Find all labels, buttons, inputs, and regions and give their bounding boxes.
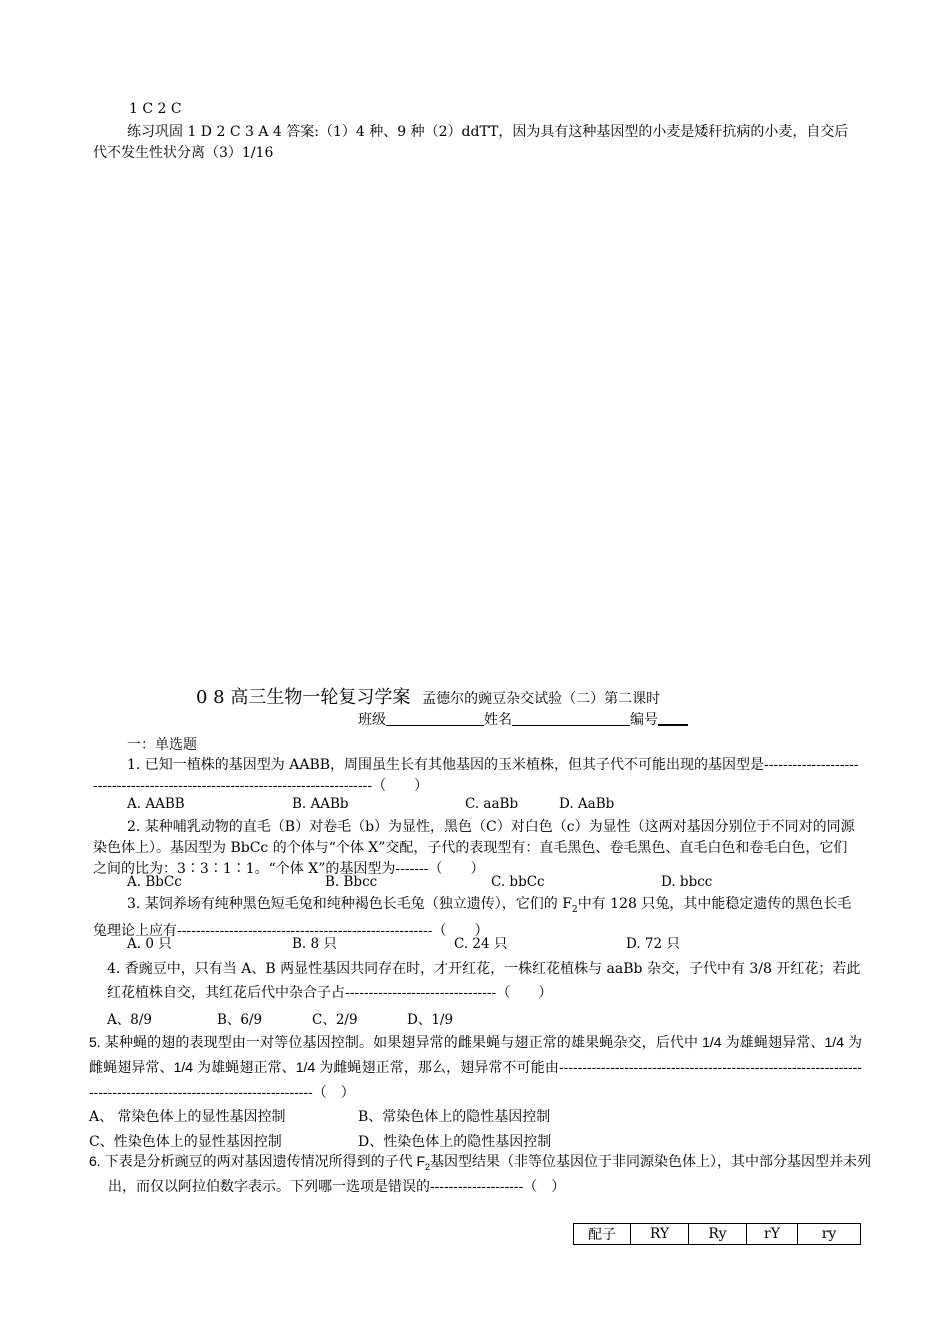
question-1-stem: 1. 已知一植株的基因型为 AABB，周围虽生长有其他基因的玉米植株，但其子代不可能出现的基因型是-------------------------------------------------------------------------------（ ） (93, 757, 859, 794)
q4-option-a[interactable]: A、8/9 (107, 1012, 152, 1028)
q2-option-d[interactable]: D. bbcc (661, 874, 713, 890)
q6-stem-part-2: 基因型结果（非等位基因位于非同源染色体上），其中部分基因型并未列出，而仅以阿拉伯数字表示。下列哪一选项是错误的--------------------（ ） (108, 1153, 872, 1194)
name-blank[interactable] (512, 710, 630, 726)
table-header-cell: ry (798, 1224, 861, 1245)
q3-option-b[interactable]: B. 8 只 (292, 936, 337, 952)
q1-option-d[interactable]: D. AaBb (559, 796, 615, 812)
student-info-line (358, 709, 688, 729)
q5-option-d[interactable]: D、性染色体上的隐性基因控制 (358, 1134, 552, 1150)
number-label: 编号 (630, 712, 658, 728)
section-title: 一：单选题 (127, 737, 197, 753)
q3-option-c[interactable]: C. 24 只 (454, 936, 508, 952)
q6-subscript: 2 (425, 1161, 431, 1172)
gamete-table (573, 1223, 861, 1245)
q1-option-c[interactable]: C. aaBb (465, 796, 519, 812)
q5-option-a[interactable]: A、 常染色体上的显性基因控制 (89, 1109, 286, 1125)
number-blank[interactable] (658, 709, 688, 726)
question-6-stem (89, 1152, 881, 1196)
table-header-cell: 配子 (574, 1224, 631, 1245)
table-header-cell: Ry (689, 1224, 747, 1245)
q3-option-a[interactable]: A. 0 只 (127, 936, 172, 952)
q4-option-d[interactable]: D、1/9 (407, 1012, 454, 1028)
q1-option-b[interactable]: B. AABb (292, 796, 349, 812)
q3-option-d[interactable]: D. 72 只 (626, 936, 680, 952)
page-title (196, 683, 660, 709)
q1-option-a[interactable]: A. AABB (127, 796, 185, 812)
q2-option-c[interactable]: C. bbCc (491, 874, 545, 890)
q2-option-b[interactable]: B. Bbcc (325, 874, 378, 890)
q4-option-b[interactable]: B、6/9 (217, 1012, 263, 1028)
q3-stem-part-1: 3. 某饲养场有纯种黑色短毛兔和纯种褐色长毛兔（独立遗传），它们的 F (127, 896, 572, 912)
name-label: 姓名 (484, 712, 512, 728)
q6-stem-part-1: 6. 下表是分析豌豆的两对基因遗传情况所得到的子代 F (89, 1153, 426, 1169)
question-4-stem: 4. 香豌豆中，只有当 A、B 两显性基因共同存在时，才开红花，一株红花植株与 aaBb 杂交，子代中有 3/8 开红花；若此红花植株自交，其红花后代中杂合子占--------------------------------（ ） (107, 961, 861, 1001)
table-header-row (574, 1224, 861, 1245)
answer-line-2: 练习巩固 1 D 2 C 3 A 4 答案:（1）4 种、9 种（2）ddTT，因为具有这种基因型的小麦是矮秆抗病的小麦，自交后代不发生性状分离（3）1/16 (93, 124, 849, 161)
q5-option-c[interactable]: C、性染色体上的显性基因控制 (89, 1134, 282, 1150)
question-2-stem: 2. 某种哺乳动物的直毛（B）对卷毛（b）为显性，黑色（C）对白色（c）为显性（这两对基因分别位于不同对的同源染色体上）。基因型为 BbCc 的个体与“个体 X”交配，子代的表现型有：直毛黑色、卷毛黑色、直毛白色和卷毛白色，它们之间的比为：3∶3∶1∶1。“个体 X”的基因型为-------（ ） (93, 819, 855, 877)
q4-option-c[interactable]: C、2/9 (312, 1012, 358, 1028)
title-main: 0 8 高三生物一轮复习学案 (196, 687, 411, 708)
q3-stem-part-2: 中有 128 只兔，其中能稳定遗传的黑色长毛兔理论上应有------------------------------------------------------（ ） (93, 896, 852, 939)
table-header-cell: RY (631, 1224, 689, 1245)
q5-option-b[interactable]: B、常染色体上的隐性基因控制 (358, 1109, 551, 1125)
question-5-stem: 5. 某种蝇的翅的表现型由一对等位基因控制。如果翅异常的雌果蝇与翅正常的雄果蝇杂交，后代中 1/4 为雄蝇翅异常、1/4 为雌蝇翅异常、1/4 为雄蝇翅正常、1/4 为雌蝇翅正常，那么，翅异常不可能由-----------------------------------------------------------------------------------------------------------------（ ） (89, 1034, 862, 1100)
class-blank[interactable] (386, 710, 484, 726)
q3-subscript: 2 (571, 904, 578, 915)
table-header-cell: rY (747, 1224, 798, 1245)
title-sub: 孟德尔的豌豆杂交试验（二）第二课时 (422, 691, 661, 707)
q2-option-a[interactable]: A. BbCc (127, 874, 182, 890)
answer-line-1: 1 C 2 C (129, 101, 182, 117)
class-label: 班级 (358, 712, 386, 728)
